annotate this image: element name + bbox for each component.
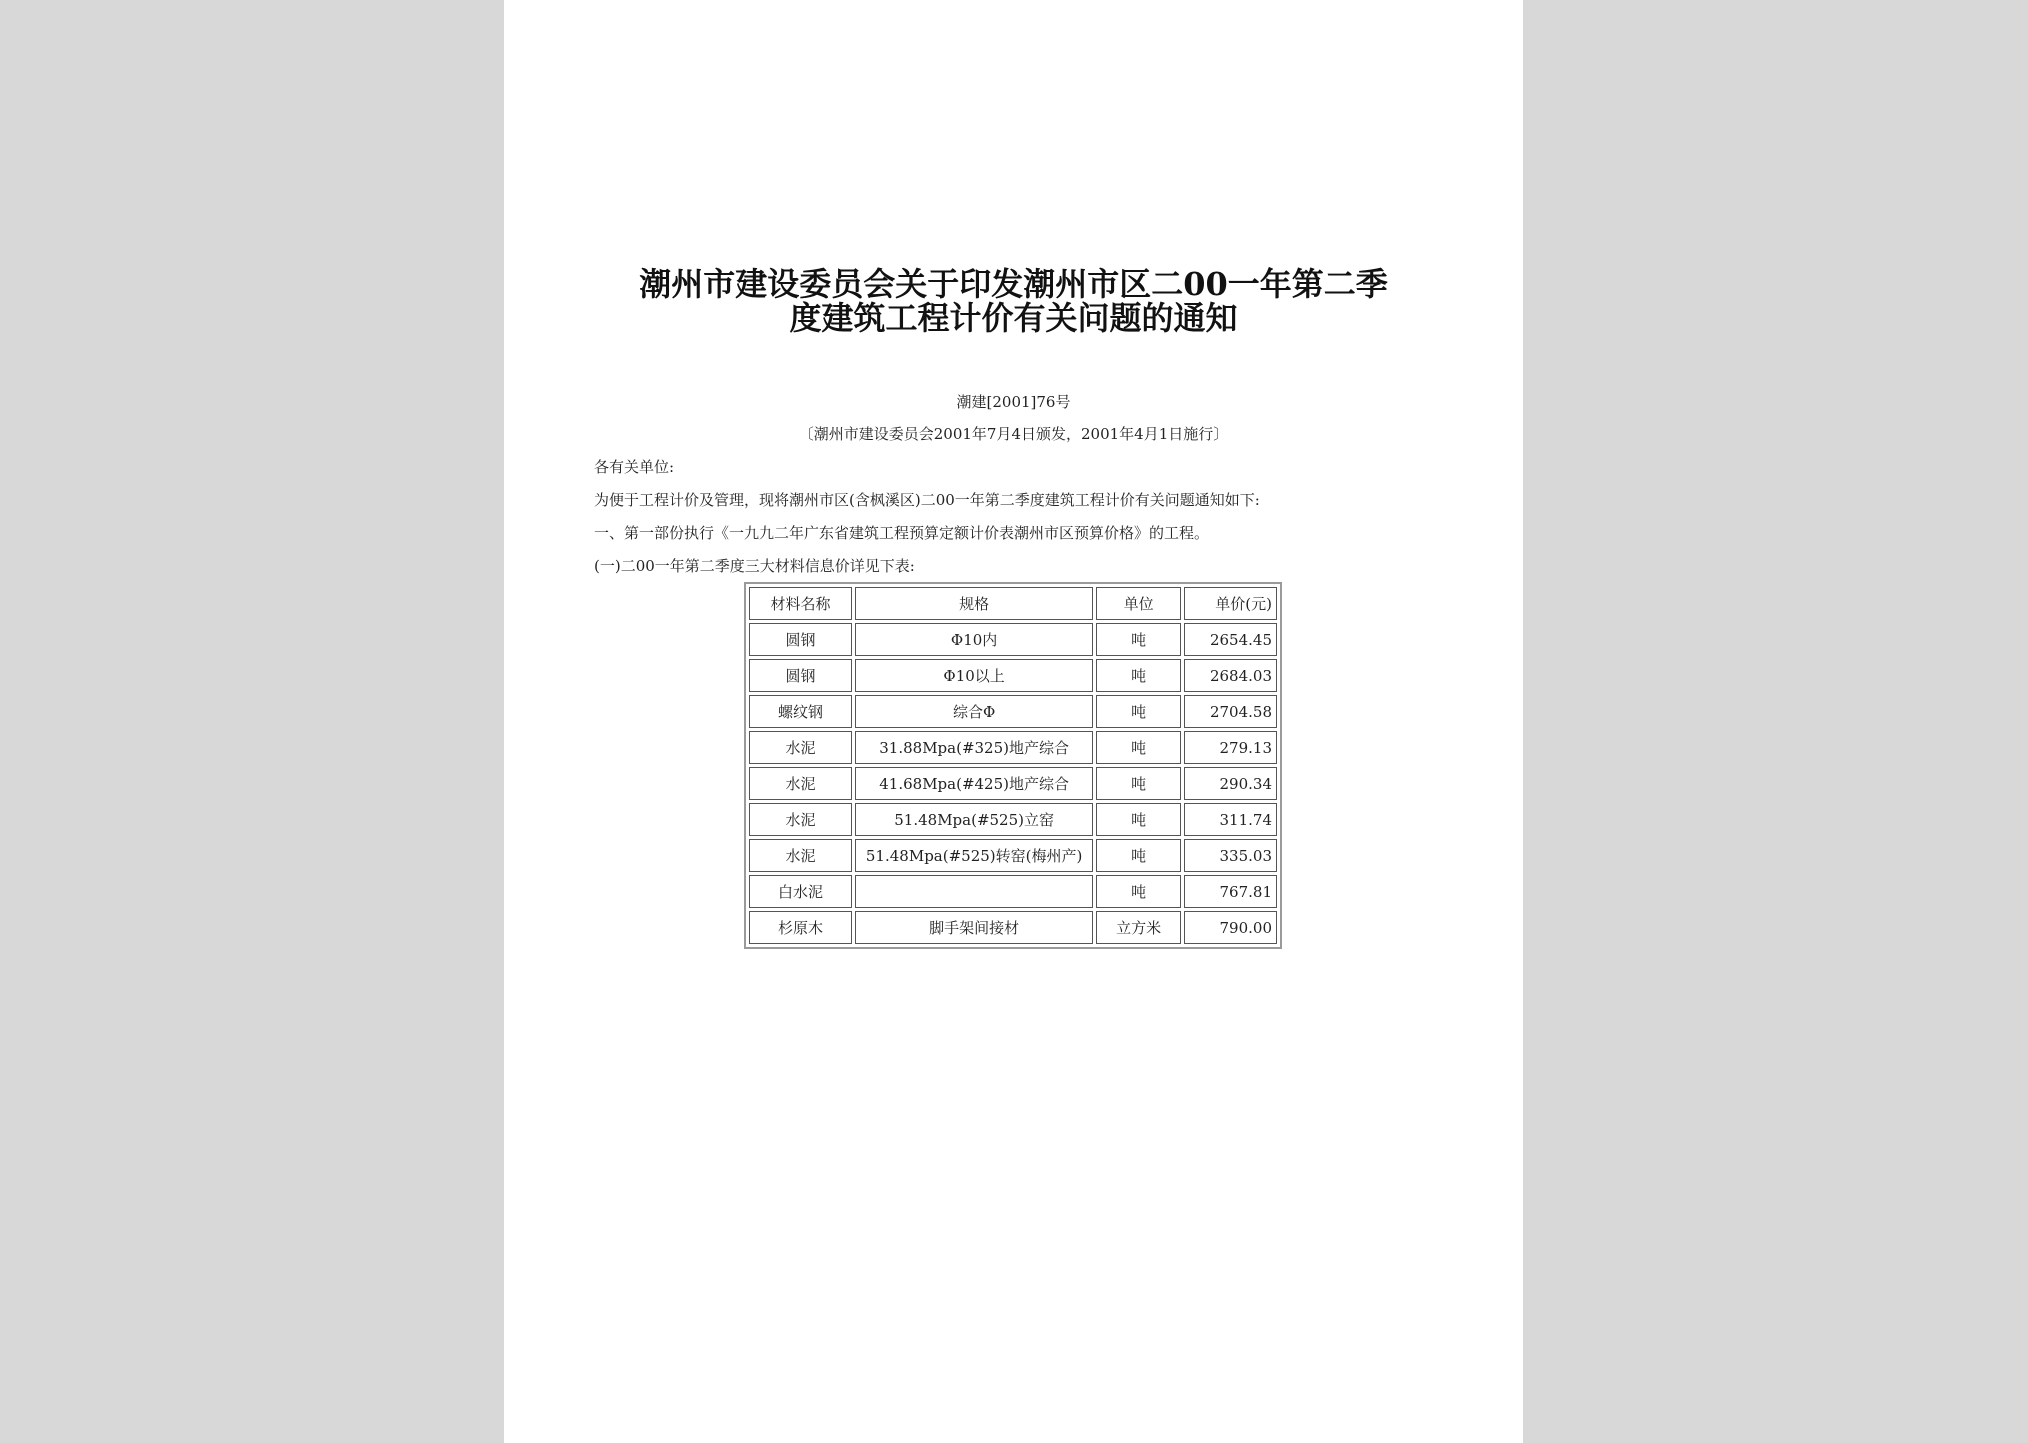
table-row <box>749 767 1277 800</box>
table-header-row <box>749 587 1277 620</box>
cell-material-name: 水泥 <box>749 767 852 800</box>
cell-specification: Φ10以上 <box>855 659 1093 692</box>
material-price-table <box>744 582 1282 949</box>
cell-unit-price: 335.03 <box>1184 839 1277 872</box>
table-row <box>749 803 1277 836</box>
cell-specification: 31.88Mpa(#325)地产综合 <box>855 731 1093 764</box>
table-row <box>749 623 1277 656</box>
document-number: 潮建[2001]76号 <box>956 393 1071 411</box>
intro-paragraph: 为便于工程计价及管理，现将潮州市区(含枫溪区)二00一年第二季度建筑工程计价有关问题通知如下: <box>594 491 1260 509</box>
table-row <box>749 839 1277 872</box>
table-row <box>749 659 1277 692</box>
cell-material-name: 白水泥 <box>749 875 852 908</box>
cell-unit: 吨 <box>1096 659 1181 692</box>
table-row <box>749 911 1277 944</box>
cell-unit-price: 2654.45 <box>1184 623 1277 656</box>
cell-specification: 41.68Mpa(#425)地产综合 <box>855 767 1093 800</box>
cell-unit-price: 290.34 <box>1184 767 1277 800</box>
cell-material-name: 水泥 <box>749 839 852 872</box>
cell-specification <box>855 875 1093 908</box>
cell-unit: 吨 <box>1096 623 1181 656</box>
cell-specification: Φ10内 <box>855 623 1093 656</box>
table-row <box>749 695 1277 728</box>
cell-unit-price: 2684.03 <box>1184 659 1277 692</box>
cell-specification: 51.48Mpa(#525)转窑(梅州产) <box>855 839 1093 872</box>
cell-material-name: 水泥 <box>749 803 852 836</box>
document-title-line-1: 潮州市建设委员会关于印发潮州市区二00一年第二季 <box>639 265 1388 303</box>
cell-unit-price: 767.81 <box>1184 875 1277 908</box>
issuance-line: 〔潮州市建设委员会2001年7月4日颁发，2001年4月1日施行〕 <box>798 425 1229 443</box>
document-title-line-2: 度建筑工程计价有关问题的通知 <box>789 299 1238 337</box>
table-row <box>749 731 1277 764</box>
cell-material-name: 水泥 <box>749 731 852 764</box>
cell-material-name: 圆钢 <box>749 659 852 692</box>
cell-specification: 51.48Mpa(#525)立窑 <box>855 803 1093 836</box>
cell-specification: 综合Φ <box>855 695 1093 728</box>
cell-unit: 吨 <box>1096 839 1181 872</box>
cell-unit-price: 279.13 <box>1184 731 1277 764</box>
salutation: 各有关单位: <box>594 458 675 476</box>
cell-unit: 吨 <box>1096 731 1181 764</box>
cell-unit: 吨 <box>1096 803 1181 836</box>
cell-material-name: 圆钢 <box>749 623 852 656</box>
cell-unit-price: 2704.58 <box>1184 695 1277 728</box>
header-unit: 单位 <box>1096 587 1181 620</box>
document-page <box>504 0 1523 1443</box>
cell-material-name: 螺纹钢 <box>749 695 852 728</box>
header-unit-price: 单价(元) <box>1184 587 1277 620</box>
cell-specification: 脚手架间接材 <box>855 911 1093 944</box>
cell-unit: 吨 <box>1096 875 1181 908</box>
table-row <box>749 875 1277 908</box>
cell-unit-price: 311.74 <box>1184 803 1277 836</box>
cell-material-name: 杉原木 <box>749 911 852 944</box>
subsection-1-paragraph: (一)二00一年第二季度三大材料信息价详见下表: <box>594 557 915 575</box>
section-1-paragraph: 一、第一部份执行《一九九二年广东省建筑工程预算定额计价表潮州市区预算价格》的工程。 <box>594 524 1210 542</box>
header-material-name: 材料名称 <box>749 587 852 620</box>
cell-unit: 吨 <box>1096 695 1181 728</box>
cell-unit-price: 790.00 <box>1184 911 1277 944</box>
cell-unit: 吨 <box>1096 767 1181 800</box>
cell-unit: 立方米 <box>1096 911 1181 944</box>
header-specification: 规格 <box>855 587 1093 620</box>
